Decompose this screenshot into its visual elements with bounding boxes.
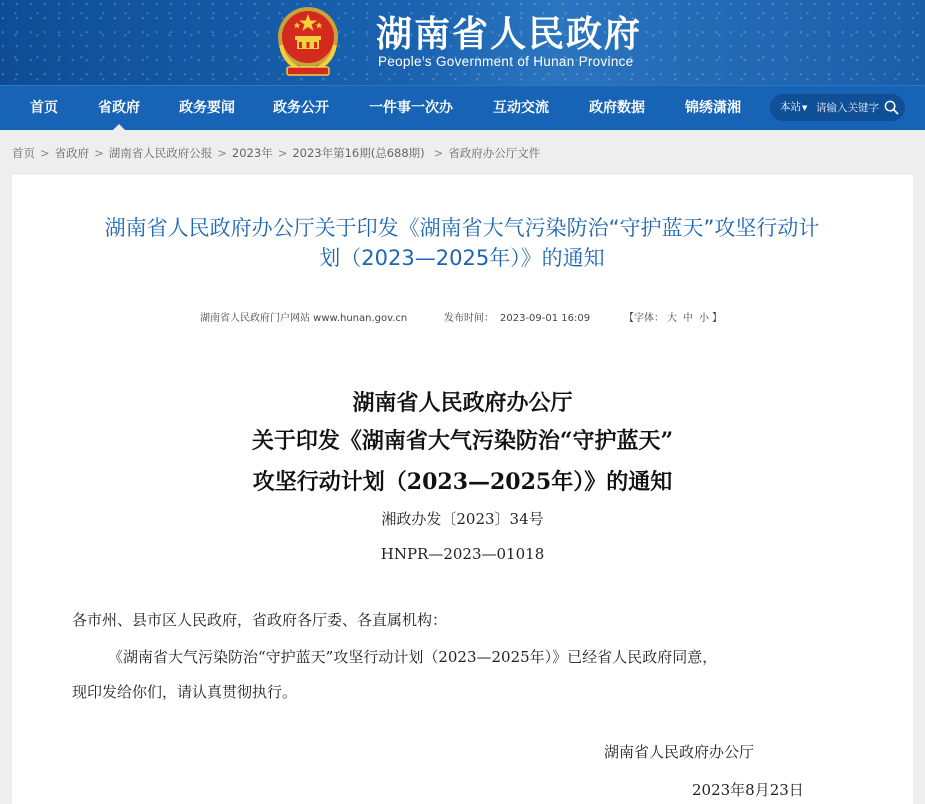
nav-item-one-stop[interactable]: 一件事一次办 [369, 100, 453, 116]
font-size-small-button[interactable]: 小 [699, 313, 709, 324]
nav-item-interaction[interactable]: 互动交流 [493, 100, 549, 116]
article-card [12, 175, 913, 804]
body-paragraph-line-2: 现印发给你们，请认真贯彻执行。 [72, 683, 298, 701]
article-title [52, 213, 872, 273]
breadcrumb [12, 145, 540, 161]
article-title-line-2: 划（2023—2025年）》的通知 [319, 246, 605, 270]
nav-item-home[interactable]: 首页 [30, 100, 58, 116]
site-title[interactable]: 湖南省人民政府 [376, 13, 643, 55]
doc-number: 湘政办发〔2023〕34号 [381, 510, 544, 528]
font-size-open-label: 【字体： [624, 313, 664, 324]
publish-time-value: 2023-09-01 16:09 [500, 313, 591, 324]
body-paragraph-line-1: 《湖南省大气污染防治“守护蓝天”攻坚行动计划（2023—2025年）》已经省人民政府同意， [108, 648, 718, 666]
breadcrumb-office-docs[interactable]: 省政府办公厅文件 [448, 146, 541, 160]
font-size-large-button[interactable]: 大 [667, 313, 677, 324]
breadcrumb-year[interactable]: 2023年 [231, 146, 273, 160]
breadcrumb-gazette[interactable]: 湖南省人民政府公报 [108, 146, 213, 160]
doc-code: HNPR—2023—01018 [380, 545, 545, 563]
article-source: 湖南省人民政府门户网站 www.hunan.gov.cn [200, 313, 408, 324]
publish-time [444, 309, 590, 324]
search-icon[interactable] [884, 100, 899, 115]
font-size-control [624, 309, 722, 324]
salutation: 各市州、县市区人民政府，省政府各厅委、各直属机构： [72, 611, 448, 629]
search-scope-label: 本站 [780, 101, 801, 113]
breadcrumb-separator: > [40, 146, 50, 160]
breadcrumb-issue[interactable]: 2023年第16期(总688期) [292, 146, 425, 160]
search-scope-select[interactable] [780, 94, 807, 122]
site-header [0, 0, 925, 85]
doc-title-line-2: 关于印发《湖南省大气污染防治“守护蓝天” [251, 428, 674, 454]
nav-item-province-gov[interactable]: 省政府 [93, 86, 145, 130]
search-box [770, 94, 905, 121]
breadcrumb-separator: > [433, 146, 444, 160]
article-title-line-1: 湖南省人民政府办公厅关于印发《湖南省大气污染防治“守护蓝天”攻坚行动计 [104, 216, 820, 240]
nav-item-gov-open[interactable]: 政务公开 [273, 100, 329, 116]
national-emblem-icon[interactable] [275, 5, 341, 77]
breadcrumb-separator: > [217, 146, 227, 160]
font-size-close-label: 】 [712, 313, 722, 324]
breadcrumb-province-gov[interactable]: 省政府 [54, 146, 90, 160]
publish-time-label: 发布时间： [444, 313, 494, 324]
chevron-down-icon: ▼ [802, 104, 808, 112]
breadcrumb-home[interactable]: 首页 [12, 146, 35, 160]
site-subtitle: People’s Government of Hunan Province [378, 54, 634, 69]
breadcrumb-separator: > [277, 146, 288, 160]
nav-item-gov-news[interactable]: 政务要闻 [179, 100, 235, 116]
breadcrumb-separator: > [94, 146, 104, 160]
search-input[interactable] [816, 99, 886, 116]
issue-date: 2023年8月23日 [692, 781, 804, 799]
doc-title-line-1: 湖南省人民政府办公厅 [352, 390, 573, 416]
main-nav [0, 85, 925, 130]
signature: 湖南省人民政府办公厅 [604, 743, 755, 761]
nav-item-hunan-scenery[interactable]: 锦绣潇湘 [685, 100, 741, 116]
doc-title-line-3: 攻坚行动计划（2023—2025年）》的通知 [252, 469, 673, 495]
nav-item-gov-data[interactable]: 政府数据 [589, 100, 645, 116]
font-size-medium-button[interactable]: 中 [683, 313, 693, 324]
